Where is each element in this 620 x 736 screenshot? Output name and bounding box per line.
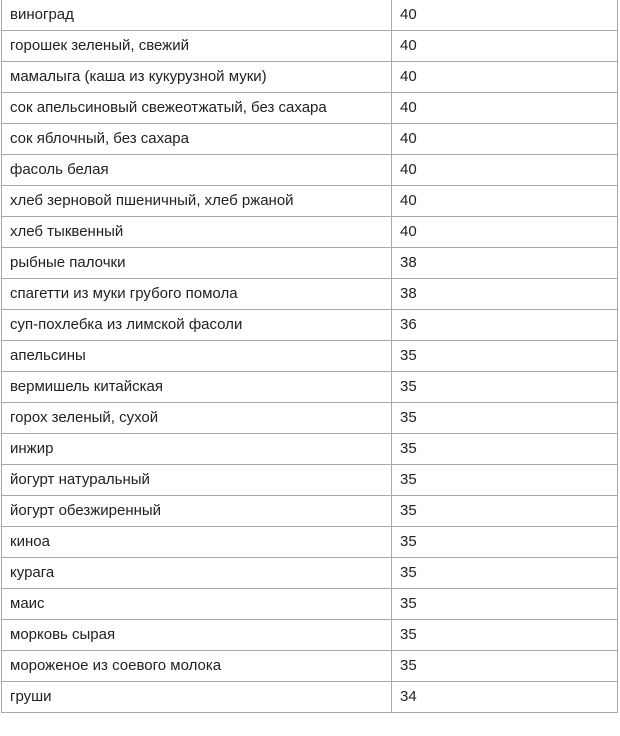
table-row [2,31,618,62]
product-name-cell: груши [2,682,392,713]
glycemic-index-cell: 35 [392,341,618,372]
product-name-cell: мороженое из соевого молока [2,651,392,682]
table-row [2,124,618,155]
product-name-cell: инжир [2,434,392,465]
glycemic-index-cell: 40 [392,217,618,248]
table-body [2,0,618,713]
glycemic-index-cell: 40 [392,0,618,31]
glycemic-index-cell: 35 [392,434,618,465]
table-row [2,403,618,434]
glycemic-index-cell: 35 [392,558,618,589]
product-name-cell: сок апельсиновый свежеотжатый, без сахара [2,93,392,124]
glycemic-index-table [1,0,618,713]
glycemic-index-cell: 38 [392,248,618,279]
product-name-cell: мамалыга (каша из кукурузной муки) [2,62,392,93]
glycemic-index-cell: 35 [392,372,618,403]
product-name-cell: хлеб тыквенный [2,217,392,248]
table-row [2,279,618,310]
product-name-cell: йогурт обезжиренный [2,496,392,527]
product-name-cell: фасоль белая [2,155,392,186]
table-row [2,651,618,682]
glycemic-index-cell: 40 [392,62,618,93]
product-name-cell: спагетти из муки грубого помола [2,279,392,310]
table-row [2,217,618,248]
glycemic-index-cell: 35 [392,589,618,620]
table-row [2,682,618,713]
glycemic-index-cell: 35 [392,620,618,651]
product-name-cell: морковь сырая [2,620,392,651]
table-row [2,341,618,372]
glycemic-index-cell: 35 [392,496,618,527]
table-row [2,589,618,620]
table-row [2,0,618,31]
table-row [2,155,618,186]
table-row [2,465,618,496]
table-row [2,186,618,217]
product-name-cell: рыбные палочки [2,248,392,279]
product-name-cell: вермишель китайская [2,372,392,403]
table-row [2,248,618,279]
glycemic-index-cell: 40 [392,155,618,186]
table-row [2,93,618,124]
product-name-cell: апельсины [2,341,392,372]
product-name-cell: горошек зеленый, свежий [2,31,392,62]
table-row [2,558,618,589]
table-row [2,527,618,558]
product-name-cell: сок яблочный, без сахара [2,124,392,155]
glycemic-index-cell: 40 [392,186,618,217]
glycemic-index-cell: 35 [392,403,618,434]
product-name-cell: хлеб зерновой пшеничный, хлеб ржаной [2,186,392,217]
glycemic-index-cell: 36 [392,310,618,341]
table-row [2,372,618,403]
glycemic-index-cell: 35 [392,527,618,558]
product-name-cell: йогурт натуральный [2,465,392,496]
table-row [2,434,618,465]
glycemic-index-cell: 38 [392,279,618,310]
product-name-cell: киноа [2,527,392,558]
table-row [2,310,618,341]
glycemic-index-cell: 35 [392,465,618,496]
glycemic-index-cell: 40 [392,93,618,124]
product-name-cell: виноград [2,0,392,31]
product-name-cell: курага [2,558,392,589]
table-row [2,62,618,93]
table-row [2,496,618,527]
product-name-cell: суп-похлебка из лимской фасоли [2,310,392,341]
glycemic-index-cell: 40 [392,124,618,155]
glycemic-index-cell: 34 [392,682,618,713]
table-row [2,620,618,651]
product-name-cell: горох зеленый, сухой [2,403,392,434]
glycemic-index-cell: 40 [392,31,618,62]
product-name-cell: маис [2,589,392,620]
glycemic-index-cell: 35 [392,651,618,682]
